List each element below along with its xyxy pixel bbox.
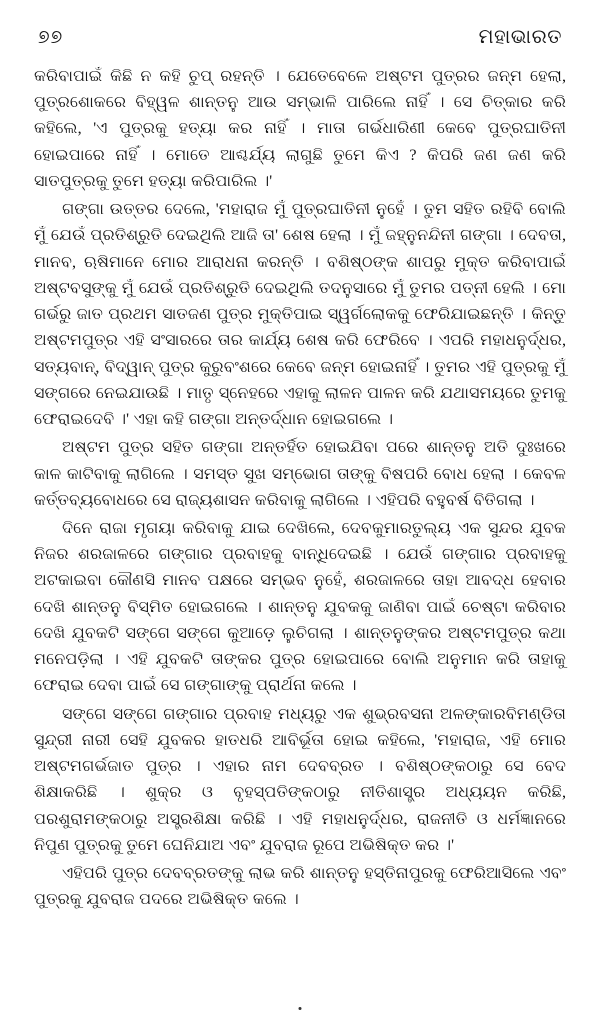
page-header: [34, 26, 566, 49]
paragraph: ଦିନେ ରାଜା ମୃଗୟା କରିବାକୁ ଯାଇ ଦେଖିଲେ, ଦେବକୁମାରତୁଲ୍ୟ ଏକ ସୁନ୍ଦର ଯୁବକ ନିଜର ଶରଜାଳରେ ଗଙ୍ଗାର ପ୍ରବାହକୁ ବାନ୍ଧିଦେଇଛି । ଯେଉଁ ଗଙ୍ଗାର ପ୍ରବାହକୁ ଅଟକାଇବା କୌଣସି ମାନବ ପକ୍ଷରେ ସମ୍ଭବ ନୁହେଁ, ଶରଜାଳରେ ତାହା ଆବଦ୍ଧ ହେବାର ଦେଖି ଶାନ୍ତନୁ ବିସ୍ମିତ ହୋଇଗଲେ । ଶାନ୍ତନୁ ଯୁବକକୁ ଜାଣିବା ପାଇଁ ଚେଷ୍ଟା କରିବାର ଦେଖି ଯୁବକଟି ସଙ୍ଗେ ସଙ୍ଗେ କୁଆଡ଼େ ଲୁଚିଗଲା । ଶାନ୍ତନୁଙ୍କର ଅଷ୍ଟମପୁତ୍ର କଥା ମନେପଡ଼ିଲା । ଏହି ଯୁବକଟି ତାଙ୍କର ପୁତ୍ର ହୋଇପାରେ ବୋଲି ଅନୁମାନ କରି ତାହାକୁ ଫେରାଇ ଦେବା ପାଇଁ ସେ ଗଙ୍ଗାଙ୍କୁ ପ୍ରାର୍ଥନା କଲେ ।: [34, 518, 566, 695]
footer-dot-ornament: [299, 1007, 302, 1010]
paragraph: ସଙ୍ଗେ ସଙ୍ଗେ ଗଙ୍ଗାର ପ୍ରବାହ ମଧ୍ୟରୁ ଏକ ଶୁଭ୍ରବସନା ଅଳଙ୍କାରବିମଣ୍ଡିତା ସୁନ୍ଦ୍ରୀ ନାରୀ ସେହି ଯୁବକର ହାତଧରି ଆବିର୍ଭୂତା ହୋଇ କହିଲେ, 'ମହାରାଜ, ଏହି ମୋର ଅଷ୍ଟମଗର୍ଭଜାତ ପୁତ୍ର । ଏହାର ନାମ ଦେବବ୍ରତ । ବଶିଷ୍ଠଙ୍କଠାରୁ ସେ ବେଦ ଶିକ୍ଷାକରିଛି । ଶୁକ୍ର ଓ ବୃହସ୍ପତିଙ୍କଠାରୁ ନୀତିଶାସ୍ତ୍ର ଅଧ୍ୟୟନ କରିଛି, ପରଶୁରାମଙ୍କଠାରୁ ଅସ୍ତ୍ରଶିକ୍ଷା କରିଛି । ଏହି ମହାଧନୁର୍ଦ୍ଧର, ରାଜନୀତି ଓ ଧର୍ମଜ୍ଞାନରେ ନିପୁଣ ପୁତ୍ରକୁ ତୁମେ ଘେନିଯାଅ ଏବଂ ଯୁବରାଜ ରୂପେ ଅଭିଷିକ୍ତ କର ।': [34, 704, 566, 854]
page-number: ୭୭: [38, 27, 64, 48]
page-body: [34, 63, 566, 913]
paragraph: କରିବାପାଇଁ କିଛି ନ କହି ଚୁପ୍ ରହନ୍ତି । ଯେତେବେଳେ ଅଷ୍ଟମ ପୁତ୍ରର ଜନ୍ମ ହେଲା, ପୁତ୍ରଶୋକରେ ବିହ୍ୱଳ ଶାନ୍ତନୁ ଆଉ ସମ୍ଭାଳି ପାରିଲେ ନାହିଁ । ସେ ଚିତ୍କାର କରି କହିଲେ, 'ଏ ପୁତ୍ରକୁ ହତ୍ୟା କର ନାହିଁ । ମାତା ଗର୍ଭଧାରିଣୀ କେବେ ପୁତ୍ରଘାତିନୀ ହୋଇପାରେ ନାହିଁ । ମୋତେ ଆଶ୍ଚର୍ଯ୍ୟ ଲାଗୁଛି ତୁମେ କିଏ ? କିପରି ଜଣ ଜଣ କରି ସାତପୁତ୍ରକୁ ତୁମେ ହତ୍ୟା କରିପାରିଲ ।': [34, 67, 566, 190]
paragraph: ଅଷ୍ଟମ ପୁତ୍ର ସହିତ ଗଙ୍ଗା ଅନ୍ତର୍ହିତ ହୋଇଯିବା ପରେ ଶାନ୍ତନୁ ଅତି ଦୁଃଖରେ କାଳ କାଟିବାକୁ ଲାଗିଲେ । ସମସ୍ତ ସୁଖ ସମ୍ଭୋଗ ତାଙ୍କୁ ବିଷପରି ବୋଧ ହେଲା । କେବଳ କର୍ତ୍ତବ୍ୟବୋଧରେ ସେ ରାଜ୍ୟଶାସନ କରିବାକୁ ଲାଗିଲେ । ଏହିପରି ବହୁବର୍ଷ ବିତିଗଲା ।: [34, 438, 566, 509]
book-title: ମହାଭାରତ: [478, 26, 562, 48]
paragraph: ଏହିପରି ପୁତ୍ର ଦେବବ୍ରତଙ୍କୁ ଲାଭ କରି ଶାନ୍ତନୁ ହସ୍ତିନାପୁରକୁ ଫେରିଆସିଲେ ଏବଂ ପୁତ୍ରକୁ ଯୁବରାଜ ପଦରେ ଅଭିଷିକ୍ତ କଲେ ।: [34, 864, 566, 909]
paragraph: ଗଙ୍ଗା ଉତ୍ତର ଦେଲେ, 'ମହାରାଜ ମୁଁ ପୁତ୍ରଘାତିନୀ ନୁହେଁ । ତୁମ ସହିତ ରହିବି ବୋଲି ମୁଁ ଯେଉଁ ପ୍ରତିଶ୍ରୁତି ଦେଇଥିଲି ଆଜି ତା' ଶେଷ ହେଲା । ମୁଁ ଜହ୍ନୁନନ୍ଦିନୀ ଗଙ୍ଗା । ଦେବତା, ମାନବ, ଋଷିମାନେ ମୋର ଆରାଧନା କରନ୍ତି । ବଶିଷ୍ଠଙ୍କ ଶାପରୁ ମୁକ୍ତ କରିବାପାଇଁ ଅଷ୍ଟବସୁଙ୍କୁ ମୁଁ ଯେଉଁ ପ୍ରତିଶ୍ରୁତି ଦେଇଥିଲି ତଦନୁସାରେ ମୁଁ ତୁମର ପତ୍ନୀ ହେଲି । ମୋ ଗର୍ଭରୁ ଜାତ ପ୍ରଥମ ସାତଜଣ ପୁତ୍ର ମୁକ୍ତିପାଇ ସ୍ୱର୍ଗଲୋକକୁ ଫେରିଯାଇଛନ୍ତି । କିନ୍ତୁ ଅଷ୍ଟମପୁତ୍ର ଏହି ସଂସାରରେ ତାର କାର୍ଯ୍ୟ ଶେଷ କରି ଫେରିବେ । ଏପରି ମହାଧନୁର୍ଦ୍ଧର, ସତ୍ୟବାନ୍, ବିଦ୍ୱାନ୍ ପୁତ୍ର କୁରୁବଂଶରେ କେବେ ଜନ୍ମ ହୋଇନାହିଁ । ତୁମର ଏହି ପୁତ୍ରକୁ ମୁଁ ସଙ୍ଗରେ ନେଇଯାଉଛି । ମାତୃ ସ୍ନେହରେ ଏହାକୁ ଲାଳନ ପାଳନ କରି ଯଥାସମୟରେ ତୁମକୁ ଫେରାଇଦେବି ।' ଏହା କହି ଗଙ୍ଗା ଅନ୍ତର୍ଦ୍ଧାନ ହୋଇଗଲେ ।: [34, 200, 566, 429]
